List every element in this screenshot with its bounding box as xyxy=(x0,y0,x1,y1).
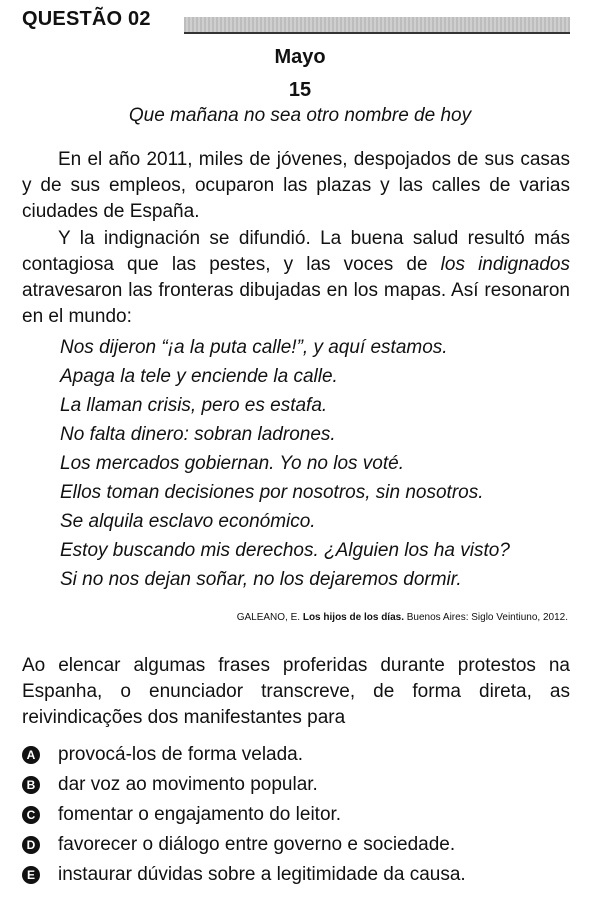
option-letter-badge: E xyxy=(22,866,40,884)
slogan-item: La llaman crisis, pero es estafa. xyxy=(60,395,328,416)
slogan-item: Ellos toman decisiones por nosotros, sin nosotros. xyxy=(60,482,484,503)
option-text: fomentar o engajamento do leitor. xyxy=(58,804,342,825)
question-header xyxy=(22,8,570,36)
option-e[interactable] xyxy=(22,860,582,890)
paragraph-2-end: atravesaron las fronteras dibujadas en los mapas. Así resonaron en el mundo: xyxy=(22,280,570,327)
option-text: dar voz ao movimento popular. xyxy=(58,774,318,795)
slogan-item: Nos dijeron “¡a la puta calle!”, y aquí estamos. xyxy=(60,337,448,358)
option-c[interactable] xyxy=(22,800,582,830)
slogan-item: Estoy buscando mis derechos. ¿Alguien los ha visto? xyxy=(60,540,510,561)
option-text: provocá-los de forma velada. xyxy=(58,744,304,765)
slogan-item: Se alquila esclavo económico. xyxy=(60,511,316,532)
option-a[interactable] xyxy=(22,740,582,770)
question-label: QUESTÃO 02 xyxy=(22,8,151,30)
paragraph-2 xyxy=(22,226,570,330)
citation xyxy=(237,612,568,623)
option-text: instaurar dúvidas sobre a legitimidade da causa. xyxy=(58,864,466,885)
slogan-item: Si no nos dejan soñar, no los dejaremos dormir. xyxy=(60,569,462,590)
paragraph-1-text: En el año 2011, miles de jóvenes, despojados de sus casas y de sus empleos, ocuparon las plazas y las calles de varias ciudades de España. xyxy=(22,149,570,222)
slogan-item: Apaga la tele y enciende la calle. xyxy=(60,366,338,387)
header-bar xyxy=(184,17,570,34)
answer-options xyxy=(22,740,582,890)
text-title: Mayo xyxy=(274,46,326,68)
option-text: favorecer o diálogo entre governo e sociedade. xyxy=(58,834,456,855)
paragraph-2-start: Y la indignación se difundió. La buena salud resultó más contagiosa que las pestes, y las voces de xyxy=(22,228,570,275)
option-d[interactable] xyxy=(22,830,582,860)
text-day: 15 xyxy=(288,79,312,101)
option-letter-badge: A xyxy=(22,746,40,764)
citation-author: GALEANO, E. xyxy=(236,612,303,623)
option-letter-badge: C xyxy=(22,806,40,824)
question-stem: Ao elencar algumas frases proferidas durante protestos na Espanha, o enunciador transcreve, de forma direta, as reivindicações dos manifestantes para xyxy=(22,655,570,728)
paragraph-1 xyxy=(22,147,570,225)
option-letter-badge: D xyxy=(22,836,40,854)
slogan-item: Los mercados gobiernan. Yo no los voté. xyxy=(60,453,404,474)
citation-rest: Buenos Aires: Siglo Veintiuno, 2012. xyxy=(403,612,568,623)
paragraph-2-italic: los indignados xyxy=(440,254,570,275)
slogan-item: No falta dinero: sobran ladrones. xyxy=(60,424,336,445)
slogan-list xyxy=(60,333,580,594)
citation-book: Los hijos de los días. xyxy=(302,612,404,623)
text-subtitle: Que mañana no sea otro nombre de hoy xyxy=(128,105,472,126)
option-b[interactable] xyxy=(22,770,582,800)
option-letter-badge: B xyxy=(22,776,40,794)
